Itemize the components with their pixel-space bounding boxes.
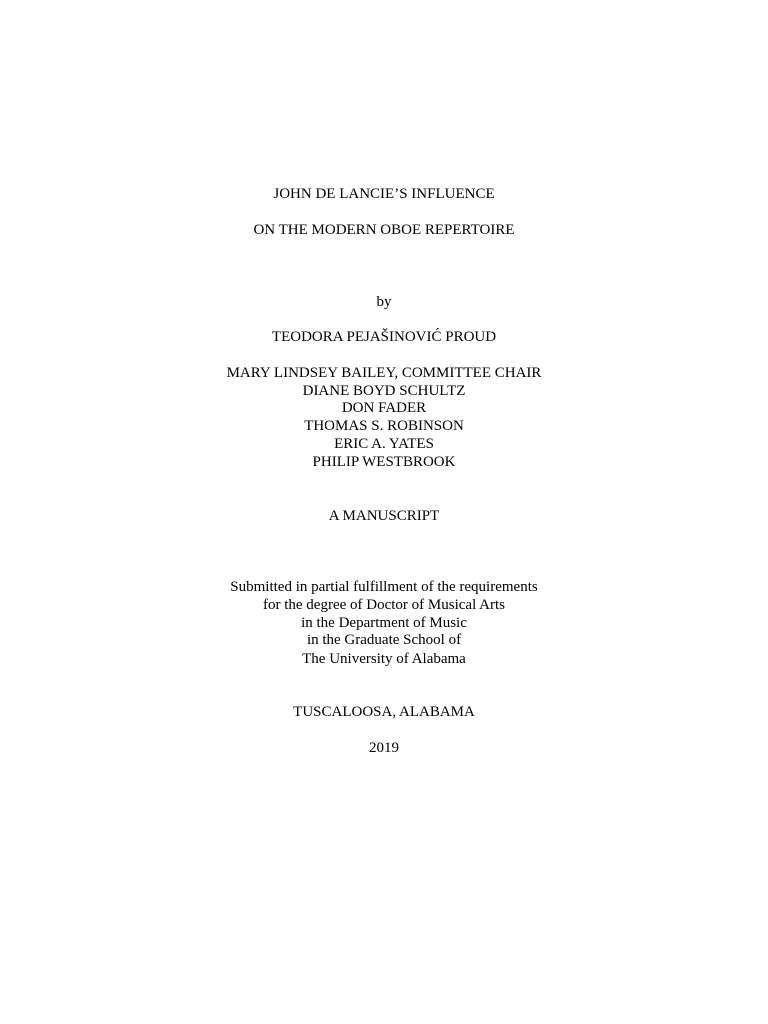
by-label: by [376, 294, 392, 310]
year: 2019 [369, 740, 399, 756]
committee-member: MARY LINDSEY BAILEY, COMMITTEE CHAIR [226, 365, 542, 381]
committee-member: DIANE BOYD SCHULTZ [302, 383, 466, 399]
title-line-1: JOHN DE LANCIE’S INFLUENCE [273, 186, 495, 202]
committee-member: DON FADER [341, 400, 427, 416]
committee-member: THOMAS S. ROBINSON [304, 418, 464, 434]
submission-line: The University of Alabama [302, 651, 466, 667]
committee-member: PHILIP WESTBROOK [312, 454, 456, 470]
submission-line: Submitted in partial fulfillment of the requirements [230, 579, 538, 595]
submission-line: for the degree of Doctor of Musical Arts [262, 597, 505, 613]
committee-member: ERIC A. YATES [334, 436, 434, 452]
author-name: TEODORA PEJAŠINOVIĆ PROUD [271, 329, 497, 345]
location: TUSCALOOSA, ALABAMA [293, 704, 475, 720]
submission-line: in the Graduate School of [306, 632, 462, 648]
title-line-2: ON THE MODERN OBOE REPERTOIRE [253, 222, 515, 238]
submission-line: in the Department of Music [301, 615, 467, 631]
document-type: A MANUSCRIPT [328, 508, 440, 524]
